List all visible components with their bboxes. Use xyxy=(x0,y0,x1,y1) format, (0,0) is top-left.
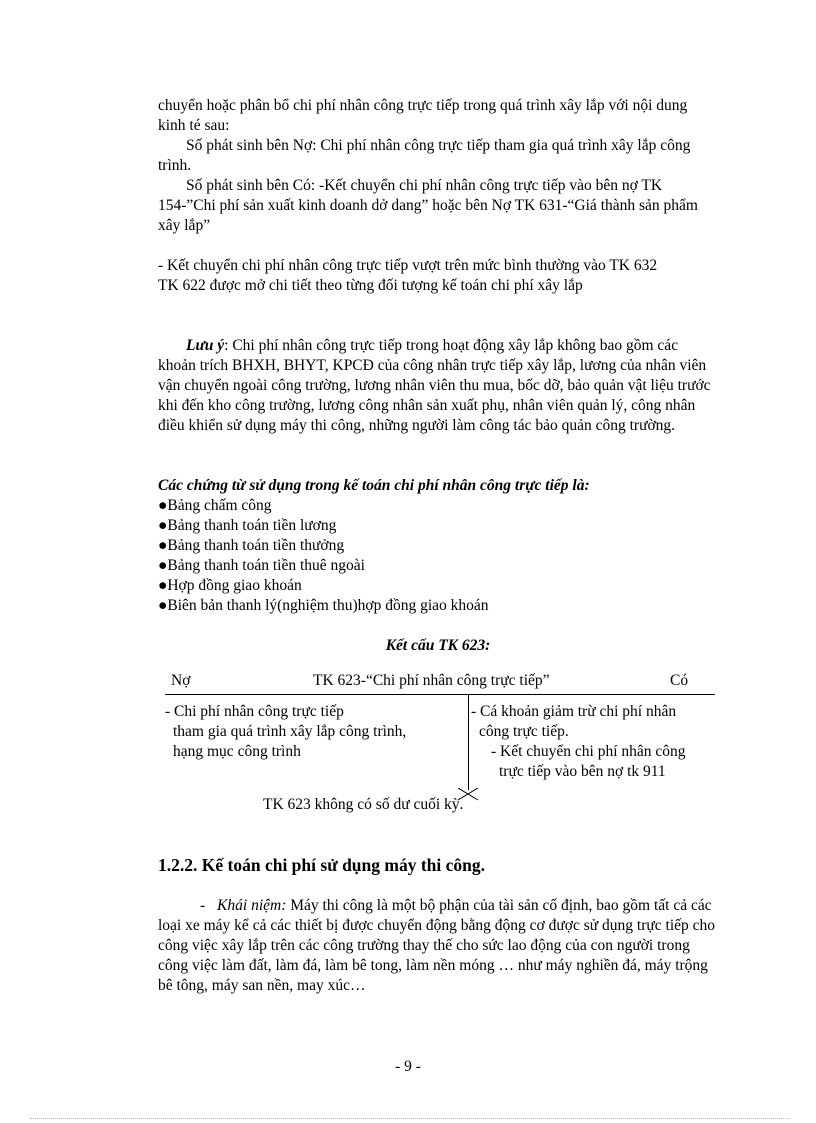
documents-section xyxy=(158,476,718,616)
credit-label: Có xyxy=(670,672,689,689)
debit-line: hạng mục công trình xyxy=(173,743,301,760)
structure-title: Kết cấu TK 623: xyxy=(385,637,491,654)
t-account-divider xyxy=(468,695,469,790)
list-item: ●Bảng chấm công xyxy=(158,497,272,514)
note-text: : Chi phí nhân công trực tiếp trong hoạt động xây lắp không bao gồm các khoản trích BHXH, BHYT, KPCĐ của công nhân trực tiếp xây lắp, lương của nhân viên vận chuyển ngoài công trường, lương nhân viên thu mua, bốc dỡ, bảo quản vật liệu trước khi đến kho công trường, lương công nhân sản xuất phụ, nhân viên quản lý, công nhân điều khiển sử dụng máy thi công, những người làm công tác bảo quản công trường. xyxy=(158,337,711,434)
credit-line: - Kết chuyển chi phí nhân công xyxy=(491,743,686,760)
page-footer-divider xyxy=(30,1118,790,1119)
credit-side xyxy=(471,702,721,782)
debit-side xyxy=(165,702,460,762)
paragraph-tk622: TK 622 được mở chi tiết theo từng đối tượng kế toán chi phí xây lắp xyxy=(158,277,583,294)
credit-line: - Cá khoản giảm trừ chi phí nhân xyxy=(471,703,677,720)
section1-text xyxy=(158,96,718,296)
concept-dash: - xyxy=(200,897,206,914)
t-account-footer: TK 623 không có số dư cuối kỳ. xyxy=(263,796,464,813)
t-account-header xyxy=(165,672,715,695)
list-item: ●Bảng thanh toán tiền thưởng xyxy=(158,537,345,554)
debit-line: tham gia quá trình xây lắp công trình, xyxy=(173,723,407,740)
section-heading: 1.2.2. Kế toán chi phí sử dụng máy thi công. xyxy=(158,855,486,875)
paragraph-debit: Số phát sinh bên Nợ: Chi phí nhân công trực tiếp tham gia quá trình xây lắp công trình. xyxy=(158,137,691,174)
list-item: ●Biên bản thanh lý(nghiệm thu)hợp đồng giao khoán xyxy=(158,597,489,614)
documents-list xyxy=(158,496,718,616)
concept-label: Khái niệm: xyxy=(217,897,287,914)
debit-line: - Chi phí nhân công trực tiếp xyxy=(165,703,344,720)
credit-line: công trực tiếp. xyxy=(479,723,569,740)
paragraph-transfer: - Kết chuyển chi phí nhân công trực tiếp vượt trên mức bình thường vào TK 632 xyxy=(158,257,658,274)
t-account-diagram xyxy=(165,672,715,832)
paragraph-intro: chuyển hoặc phân bổ chi phí nhân công trực tiếp trong quá trình xây lắp với nội dung kinh té sau: xyxy=(158,97,688,134)
paragraph-credit: Số phát sinh bên Có: -Kết chuyển chi phí nhân công trực tiếp vào bên nợ TK 154-”Chi phí sản xuất kinh doanh dở dang” hoặc bên Nợ TK 631-“Giá thành sản phẩm xây lắp” xyxy=(158,177,698,234)
concept-text: Máy thi công là một bộ phận của tài sản cố định, bao gồm tất cả các loại xe máy kể cả các thiết bị được chuyển động bằng động cơ được sử dụng trực tiếp cho công việc xây lắp trên các công trường thay thế cho sức lao động của con người trong công việc làm đất, làm đá, làm bê tong, làm nền móng … như máy nghiền đá, máy trộng bê tông, máy san nền, may xúc… xyxy=(158,897,716,994)
list-item: ●Bảng thanh toán tiền lương xyxy=(158,517,337,534)
list-item: ●Bảng thanh toán tiền thuê ngoài xyxy=(158,557,365,574)
credit-line: trực tiếp vào bên nợ tk 911 xyxy=(499,763,666,780)
note-label: Lưu ý xyxy=(186,337,225,354)
documents-title: Các chứng từ sử dụng trong kế toán chi phí nhân công trực tiếp là: xyxy=(158,477,590,494)
note-paragraph xyxy=(158,336,718,436)
concept-paragraph xyxy=(158,896,718,996)
page-number: - 9 - xyxy=(395,1058,421,1075)
debit-label: Nợ xyxy=(171,672,191,689)
list-item: ●Hợp đồng giao khoán xyxy=(158,577,302,594)
account-name: TK 623-“Chi phí nhân công trực tiếp” xyxy=(313,672,550,689)
